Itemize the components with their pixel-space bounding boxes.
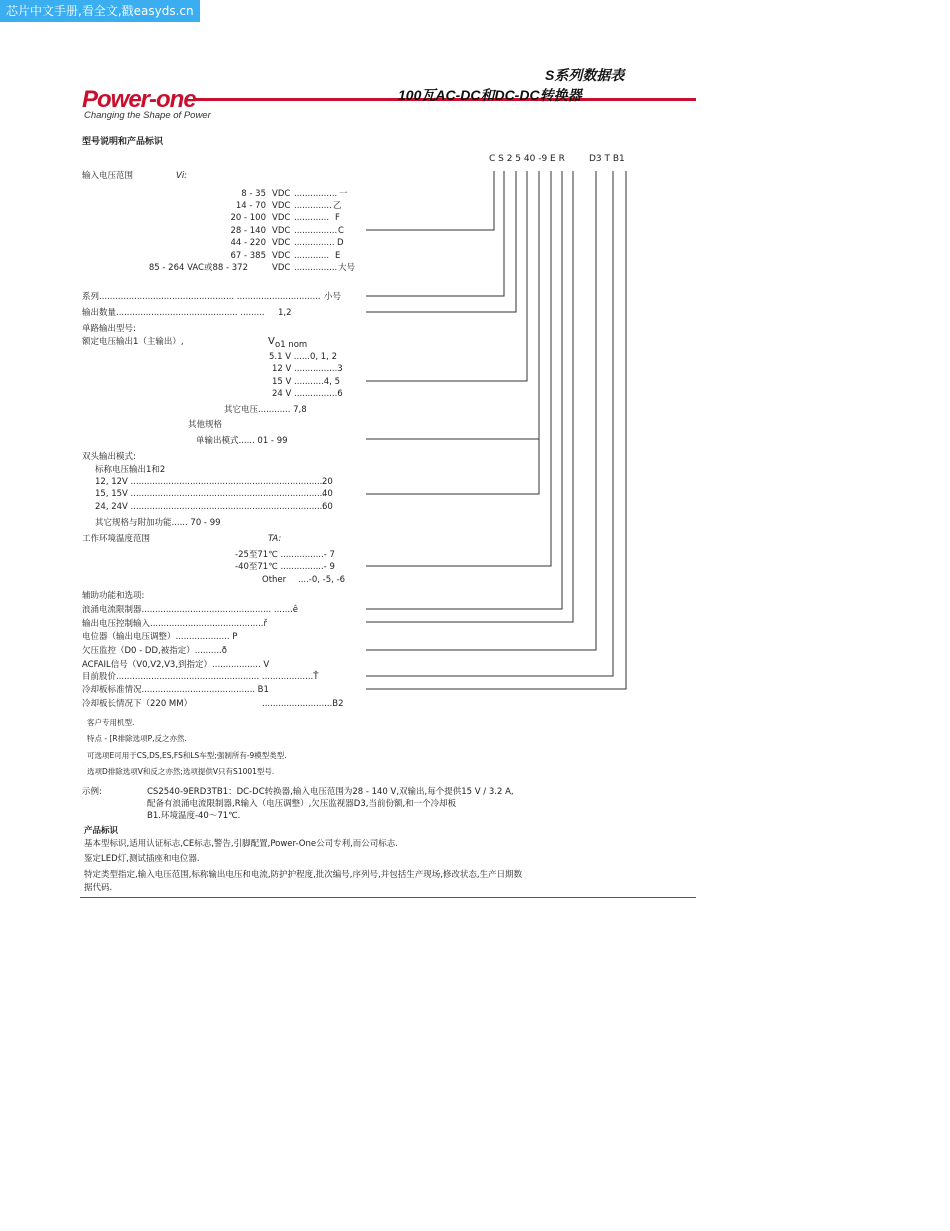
input-range-unit: VDC xyxy=(272,226,291,236)
model-code-right: D3 T B1 xyxy=(589,154,625,164)
aux-row: 欠压监控（D0 - DD,被指定）..........ð xyxy=(82,646,227,656)
dual-row-code: 40 xyxy=(322,489,333,499)
input-range-dots: ............... xyxy=(294,238,335,248)
temperature-row: -40至71℃ ................- 9 xyxy=(235,562,335,572)
input-range-value: 20 - 100 xyxy=(230,213,266,223)
example-label: 示例: xyxy=(82,787,102,797)
aux-row: 冷却板标准情况.......................................... B1 xyxy=(82,685,269,695)
aux-heading: 辅助功能和选项: xyxy=(82,591,145,601)
document-subtitle: 100瓦AC-DC和DC-DC转换器 xyxy=(398,87,582,103)
input-range-unit: VDC xyxy=(272,189,291,199)
logo-tagline: Changing the Shape of Power xyxy=(84,110,211,121)
dual-row-code: 60 xyxy=(322,502,333,512)
single-rated-label: 额定电压输出1（主输出）, xyxy=(82,337,184,347)
single-voltage-row: 5.1 V ......0, 1, 2 xyxy=(269,352,337,362)
dual-other: 其它规格与附加功能...... 70 - 99 xyxy=(95,518,221,528)
product-id-line: 特定类型指定,输入电压范围,标称输出电压和电流,防护护程度,批次编号,序列号,并包括生产现场,修改状态,生产日期数 xyxy=(84,870,523,880)
input-range-dots: .............. xyxy=(294,201,332,211)
input-range-code: C xyxy=(338,226,344,236)
input-range-code: 一 xyxy=(339,189,348,199)
other-voltage: 其它电压............ 7,8 xyxy=(224,405,307,415)
example-line: CS2540-9ERD3TB1：DC-DC转换器,输入电压范围为28 - 140 V,双输出,每个提供15 V / 3.2 A, xyxy=(147,787,514,797)
temperature-label: 工作环境温度范围 xyxy=(82,534,151,544)
aux-row: 目前股价..................................................... ...................Ť xyxy=(82,672,319,682)
aux-row: 电位器（输出电压调整）.................... P xyxy=(82,632,238,642)
product-id-heading: 产品标识 xyxy=(84,826,119,836)
input-range-code: E xyxy=(335,251,341,261)
single-voltage-row: 12 V ................3 xyxy=(272,364,343,374)
vo-symbol: V xyxy=(268,336,275,347)
aux-row: ACFAIL信号（V0,V2,V3,到指定）.................. V xyxy=(82,660,270,670)
watermark-banner[interactable]: 芯片中文手册,看全文,戳easyds.cn xyxy=(0,0,200,22)
single-output-heading: 单路输出型号: xyxy=(82,324,136,334)
input-range-value: 28 - 140 xyxy=(230,226,266,236)
input-range-dots: ............. xyxy=(294,251,332,261)
temperature-symbol: TA: xyxy=(268,534,282,544)
input-range-code: 大号 xyxy=(338,263,356,273)
model-code-left: C S 2 5 40 -9 E R xyxy=(489,154,565,164)
example-line: 配备有浪涌电流限制器,R输入（电压调整）,欠压监视器D3,当前份额,和一个冷却板 xyxy=(147,799,457,809)
input-range-code: 乙 xyxy=(333,201,342,211)
outputs-label: 输出数量............................................. ......... xyxy=(82,308,265,318)
temperature-other-value: ....-0, -5, -6 xyxy=(298,575,346,585)
note-line: 可选项E可用于CS,DS,ES,FS和LS车型;强制所有-9模型类型. xyxy=(87,751,287,760)
input-range-value: 85 - 264 VAC或88 - 372 xyxy=(148,263,248,273)
input-range-unit: VDC xyxy=(272,251,291,261)
input-range-symbol: Vi: xyxy=(176,171,188,181)
input-range-unit: VDC xyxy=(272,201,291,211)
single-mode: 单输出模式...... 01 - 99 xyxy=(196,436,288,446)
note-line: 特点 - [R排除选项P,反之亦然. xyxy=(87,734,187,743)
other-spec: 其他规格 xyxy=(188,420,223,430)
series-label: 系列.................................................. ............................... xyxy=(82,292,321,302)
aux-row: 输出电压控制输入..........................................ř xyxy=(82,619,267,629)
input-range-value: 44 - 220 xyxy=(230,238,266,248)
temperature-other: Other xyxy=(262,575,287,585)
input-range-dots: ............. xyxy=(294,213,332,223)
outputs-value: 1,2 xyxy=(278,308,292,318)
document-title: S系列数据表 xyxy=(545,67,625,83)
note-line: 客户专用机型. xyxy=(87,718,135,727)
input-range-value: 14 - 70 xyxy=(235,201,266,211)
temperature-row: -25至71℃ ................- 7 xyxy=(235,550,335,560)
product-id-line: 据代码. xyxy=(84,883,113,893)
vo-subscript: o1 nom xyxy=(275,340,308,350)
input-range-value: 67 - 385 xyxy=(230,251,266,261)
dual-row-code: 20 xyxy=(322,477,333,487)
dual-row-text: 15, 15V ........................................................................ xyxy=(95,489,326,499)
long-plate-label: 冷却板长情况下（220 MM） xyxy=(82,699,193,709)
input-range-dots: ................ xyxy=(294,189,338,199)
input-range-code: F xyxy=(335,213,340,223)
section-title: 型号说明和产品标识 xyxy=(82,137,164,147)
product-id-line: 基本型标识,适用认证标志,CE标志,警告,引脚配置,Power-One公司专利,而公司标志. xyxy=(84,839,398,849)
series-value: 小号 xyxy=(324,292,342,302)
note-line: 选项D排除选项V和反之亦然;选项提供V只有S1001型号. xyxy=(87,767,275,776)
input-range-unit: VDC xyxy=(272,213,291,223)
input-range-dots: ................ xyxy=(294,226,338,236)
example-line: B1.环境温度-40～71℃. xyxy=(147,811,241,821)
dual-row-text: 24, 24V ........................................................................ xyxy=(95,502,326,512)
input-range-unit: VDC xyxy=(272,263,291,273)
long-plate-value: ..........................B2 xyxy=(262,699,344,709)
input-range-code: D xyxy=(337,238,344,248)
input-range-dots: ................ xyxy=(294,263,338,273)
product-id-line: 鉴定LED灯,测试插座和电位器. xyxy=(84,854,200,864)
input-range-label: 输入电压范围 xyxy=(82,171,134,181)
single-voltage-row: 24 V ................6 xyxy=(272,389,343,399)
input-range-value: 8 - 35 xyxy=(241,189,266,199)
aux-row: 浪涌电流限制器................................................ .......ê xyxy=(82,605,299,615)
input-range-unit: VDC xyxy=(272,238,291,248)
dual-output-heading: 双头输出模式: xyxy=(82,452,136,462)
single-voltage-row: 15 V ...........4, 5 xyxy=(272,377,340,387)
dual-rated-label: 标称电压输出1和2 xyxy=(95,465,166,475)
power-one-logo: Power-one xyxy=(82,86,196,113)
dual-row-text: 12, 12V ........................................................................ xyxy=(95,477,326,487)
